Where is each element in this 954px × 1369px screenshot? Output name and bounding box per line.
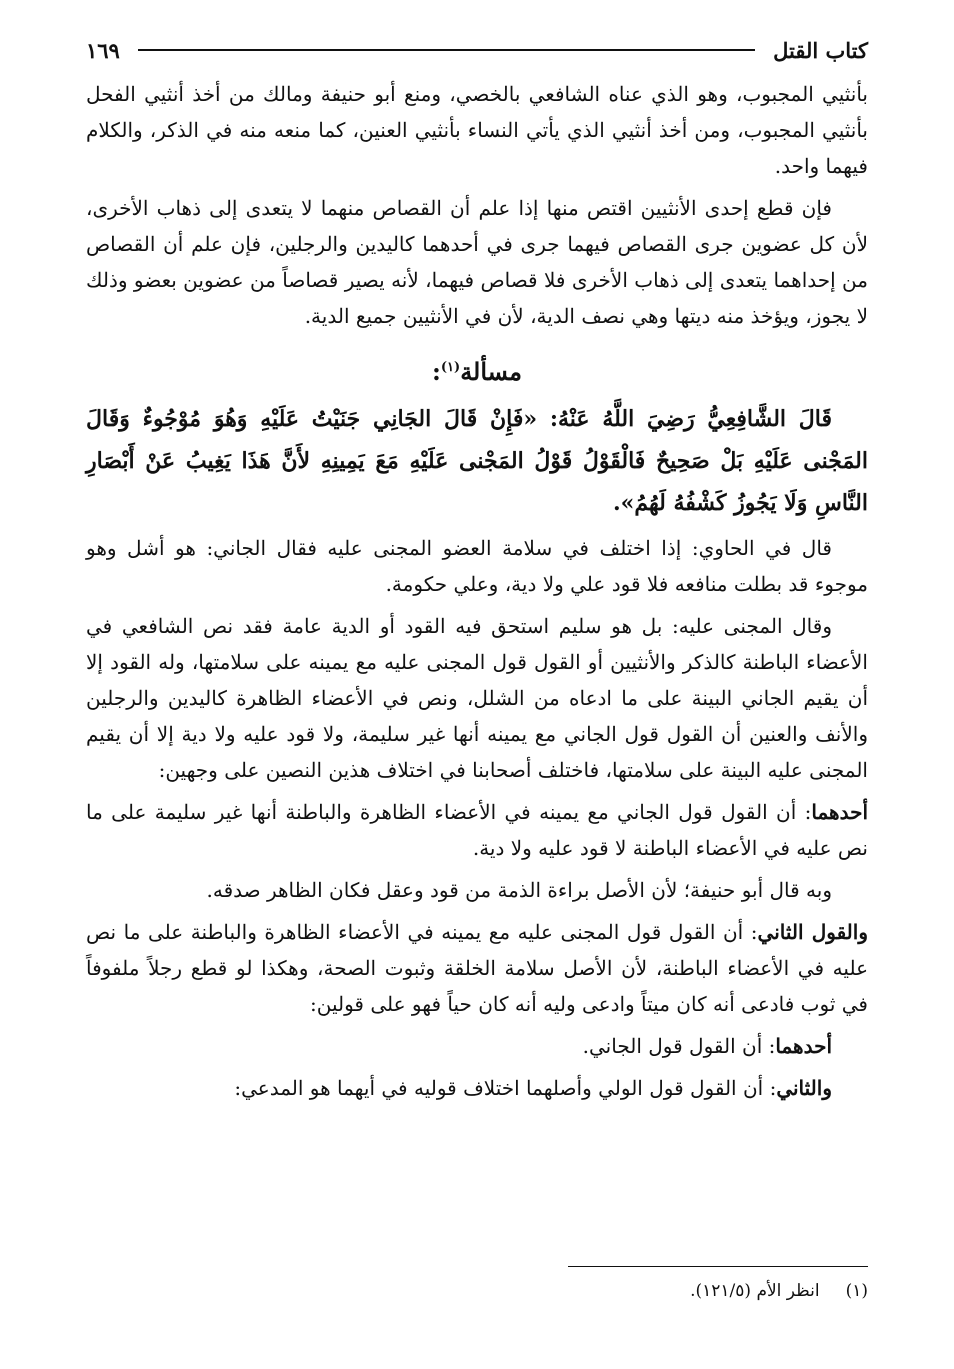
- page: [86, 30, 868, 1112]
- section-title-colon: :: [432, 357, 441, 386]
- paragraph-6: وبه قال أبو حنيفة؛ لأن الأصل براءة الذمة من قود وعقل فكان الظاهر صدقه.: [206, 878, 832, 902]
- footnote-number: (١): [845, 1281, 868, 1301]
- footnote-ref[interactable]: (١): [440, 360, 461, 375]
- footnote-text: انظر الأم (١٢١/٥).: [690, 1281, 820, 1301]
- paragraph-3: قال في الحاوي: إذا اختلف في سلامة العضو المجنى عليه فقال الجاني: هو أشل وهو موجوء قد بطلت منافعه فلا قود علي ولا دية، وعلي حكومة.: [86, 536, 868, 596]
- first-view-label: أحدهما: [775, 1034, 832, 1058]
- paragraph-9: [86, 1070, 868, 1106]
- paragraph-8: [86, 1028, 868, 1064]
- paragraph-5: [86, 794, 868, 866]
- section-title-text: مسألة: [460, 357, 522, 386]
- page-number: ١٦٩: [86, 37, 120, 63]
- paragraph-4: وقال المجنى عليه: بل هو سليم استحق فيه القود أو الدية عامة فقد نص الشافعي في الأعضاء الباطنة كالذكر والأنثيين أو القول قول المجنى عليه مع يمينه على سلامتها، وله القود إلا أن يقيم الجاني البينة على ما ادعاه من الشلل، ونص في الأعضاء الظاهرة كاليدين والرجلين والأنف والعنين أن القول قول الجاني مع يمينه أنها غير سليمة، ولا قود عليه ولا دية إلا أن يقيم المجنى عليه البينة على سلامتها، فاختلف أصحابنا في اختلاف هذين النصين على وجهين:: [86, 614, 868, 782]
- paragraph-1: بأنثيي المجبوب، وهو الذي عناه الشافعي بالخصي، ومنع أبو حنيفة ومالك من أخذ أنثيي الفحل بأنثيي المجبوب، ومن أخذ أنثيي الذي يأتي النساء بأنثيي العنين، كما منعه منه في الذكر، والكلام فيهما واحد.: [86, 82, 869, 178]
- footnote-rule: [568, 1266, 868, 1267]
- paragraph-2: فإن قطع إحدى الأنثيين اقتص منها إذا علم أن القصاص منهما لا يتعدى إلى ذهاب الأخرى، لأن كل عضوين جرى القصاص فيهما جرى في أحدهما كاليدين والرجلين، فإن علم أن القصاص من إحداهما يتعدى إلى ذهاب الأخرى فلا قصاص فيهما، لأنه يصير قصاصاً من عضوين بعضو وذلك لا يجوز، ويؤخذ منه ديتها وهي نصف الدية، لأن في الأنثيين جميع الدية.: [86, 196, 868, 328]
- running-header: [86, 30, 868, 70]
- second-opinion-label: والقول الثاني: [757, 920, 868, 944]
- second-view-label: والثاني: [776, 1076, 832, 1100]
- first-opinion-text: : أن القول قول الجاني مع يمينه في الأعضاء الظاهرة والباطنة أنها غير سليمة على ما نص عليه في الأعضاء الباطنة لا قود عليه ولا دية.: [86, 800, 868, 860]
- body-text: [86, 76, 868, 1106]
- section-title: [86, 348, 868, 392]
- paragraph-7: [86, 914, 868, 1022]
- shafii-quote: قَالَ الشَّافِعِيُّ رَضِيَ اللَّهُ عَنْهُ: «فَإِنْ قَالَ الجَانِي جَنَيْتُ عَلَيْهِ وَهُوَ مُوْجُوءٌ وَقَالَ المَجْنى عَلَيْهِ بَلْ صَحِيحٌ فَالْقَوْلُ قَوْلُ المَجْنى عَلَيْهِ مَعَ يَمِينِهِ لأَنَّ هَذَا يَغِيبُ عَنْ أَبْصَارِ النَّاسِ وَلَا يَجُوزُ كَشْفُهُ لَهُمُ».: [86, 406, 868, 516]
- first-view-text: : أن القول قول الجاني.: [582, 1034, 776, 1058]
- second-opinion-text: : أن القول قول المجنى عليه مع يمينه في الأعضاء الظاهرة والباطنة على ما نص عليه في الأعضاء الباطنة، لأن الأصل سلامة الخلقة وثبوت الصحة، وهكذا لو قطع رجلاً ملفوفاً في ثوب فادعى أنه كان ميتاً وادعى وليه أنه كان حياً فهو على قولين:: [86, 920, 868, 1016]
- first-opinion-label: أحدهما: [811, 800, 868, 824]
- footnote-1: [86, 1281, 868, 1301]
- footnotes: [86, 1266, 868, 1301]
- header-rule: [138, 49, 755, 51]
- book-title: كتاب القتل: [773, 37, 868, 63]
- second-view-text: : أن القول قول الولي وأصلهما اختلاف قوليه في أيهما هو المدعي:: [234, 1076, 777, 1100]
